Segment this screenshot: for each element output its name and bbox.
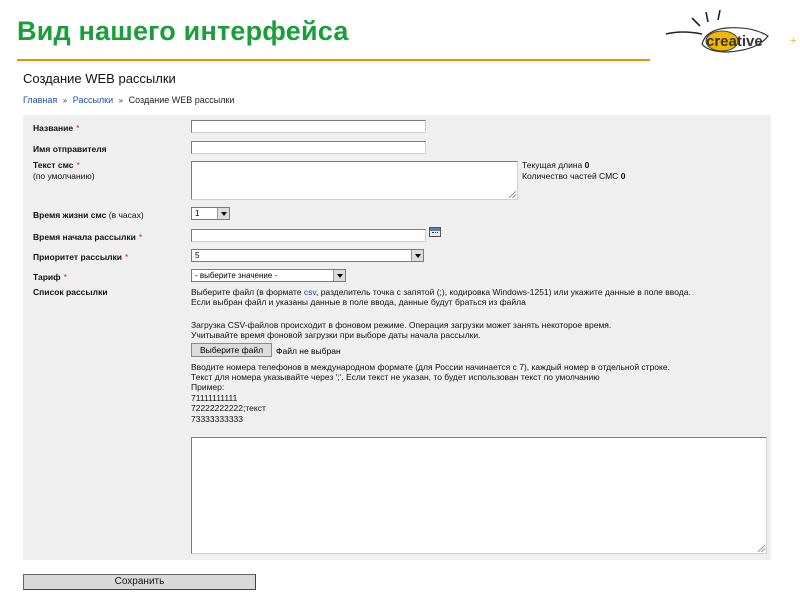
csv-link[interactable]: csv <box>303 287 316 297</box>
svg-text:creative: creative <box>706 33 763 50</box>
example-line-2: 72222222222;текст <box>191 403 266 413</box>
mailing-list-help-1: Выберите файл (в формате csv, разделитель точка с запятой (;), кодировка Windows-1251) или укажите данные в поле ввода. <box>191 287 691 297</box>
title-divider <box>17 59 650 61</box>
slide-title: Вид нашего интерфейса <box>17 16 349 46</box>
breadcrumb-home-link[interactable]: Главная <box>23 95 58 105</box>
name-label: Название * <box>33 123 80 133</box>
sms-text-sublabel: (по умолчанию) <box>33 171 95 181</box>
resize-handle[interactable] <box>509 191 516 198</box>
calendar-icon[interactable] <box>429 227 441 237</box>
breadcrumb <box>23 95 234 105</box>
sms-text-area[interactable] <box>191 161 518 200</box>
mailing-list-help-2: Если выбран файл и указаны данные в поле ввода, данные будут браться из файла <box>191 297 526 307</box>
start-time-label: Время начала рассылки * <box>33 232 143 242</box>
sender-label: Имя отправителя <box>33 144 107 154</box>
required-marker: * <box>76 160 80 170</box>
priority-select[interactable]: 5 <box>191 249 424 262</box>
breadcrumb-separator: » <box>118 96 124 105</box>
chevron-down-icon <box>333 270 345 281</box>
chevron-down-icon <box>411 250 423 261</box>
breadcrumb-current: Создание WEB рассылки <box>128 95 235 105</box>
tariff-label: Тариф * <box>33 272 67 282</box>
example-label: Пример: <box>191 382 225 392</box>
required-marker: * <box>124 252 129 262</box>
sms-length-info: Текущая длина 0 <box>522 160 590 170</box>
example-line-1: 71111111111 <box>191 393 238 403</box>
resize-handle[interactable] <box>758 545 765 552</box>
chevron-down-icon <box>217 208 229 219</box>
mailing-list-help-3: Загрузка CSV-файлов происходит в фоновом режиме. Операция загрузки может занять некоторое время. <box>191 320 612 330</box>
creative-logo <box>662 10 800 60</box>
page-heading: Создание WEB рассылки <box>23 71 176 86</box>
ttl-select[interactable]: 1 <box>191 207 230 220</box>
required-marker: * <box>138 232 143 242</box>
breadcrumb-mailings-link[interactable]: Рассылки <box>72 95 114 105</box>
required-marker: * <box>63 272 67 282</box>
save-button[interactable]: Сохранить <box>23 574 256 590</box>
mailing-list-help-4: Учитывайте время фоновой загрузки при выборе даты начала рассылки. <box>191 330 481 340</box>
name-input[interactable] <box>191 120 426 133</box>
svg-text:+: + <box>790 35 797 47</box>
choose-file-button[interactable]: Выберите файл <box>191 343 272 357</box>
ttl-label: Время жизни смс (в часах) <box>33 210 144 220</box>
sms-parts-info: Количество частей СМС 0 <box>522 171 626 181</box>
tariff-select[interactable]: - выберите значение - <box>191 269 346 282</box>
mailing-list-help-6: Текст для номера указывайте через ';'. Если текст не указан, то будет использован текст по умолчанию <box>191 372 600 382</box>
sender-input[interactable] <box>191 141 426 154</box>
phone-numbers-textarea[interactable] <box>191 437 767 554</box>
breadcrumb-separator: » <box>62 96 68 105</box>
required-marker: * <box>76 123 80 133</box>
example-line-3: 73333333333 <box>191 414 244 424</box>
priority-label: Приоритет рассылки * <box>33 252 129 262</box>
mailing-list-help-5: Вводите номера телефонов в международном формате (для России начинается с 7), каждый номер в отдельной строке. <box>191 362 670 372</box>
file-status: Файл не выбран <box>276 346 341 356</box>
sms-text-label: Текст смс * <box>33 160 80 170</box>
start-time-input[interactable] <box>191 229 426 242</box>
mailing-list-label: Список рассылки <box>33 287 108 297</box>
